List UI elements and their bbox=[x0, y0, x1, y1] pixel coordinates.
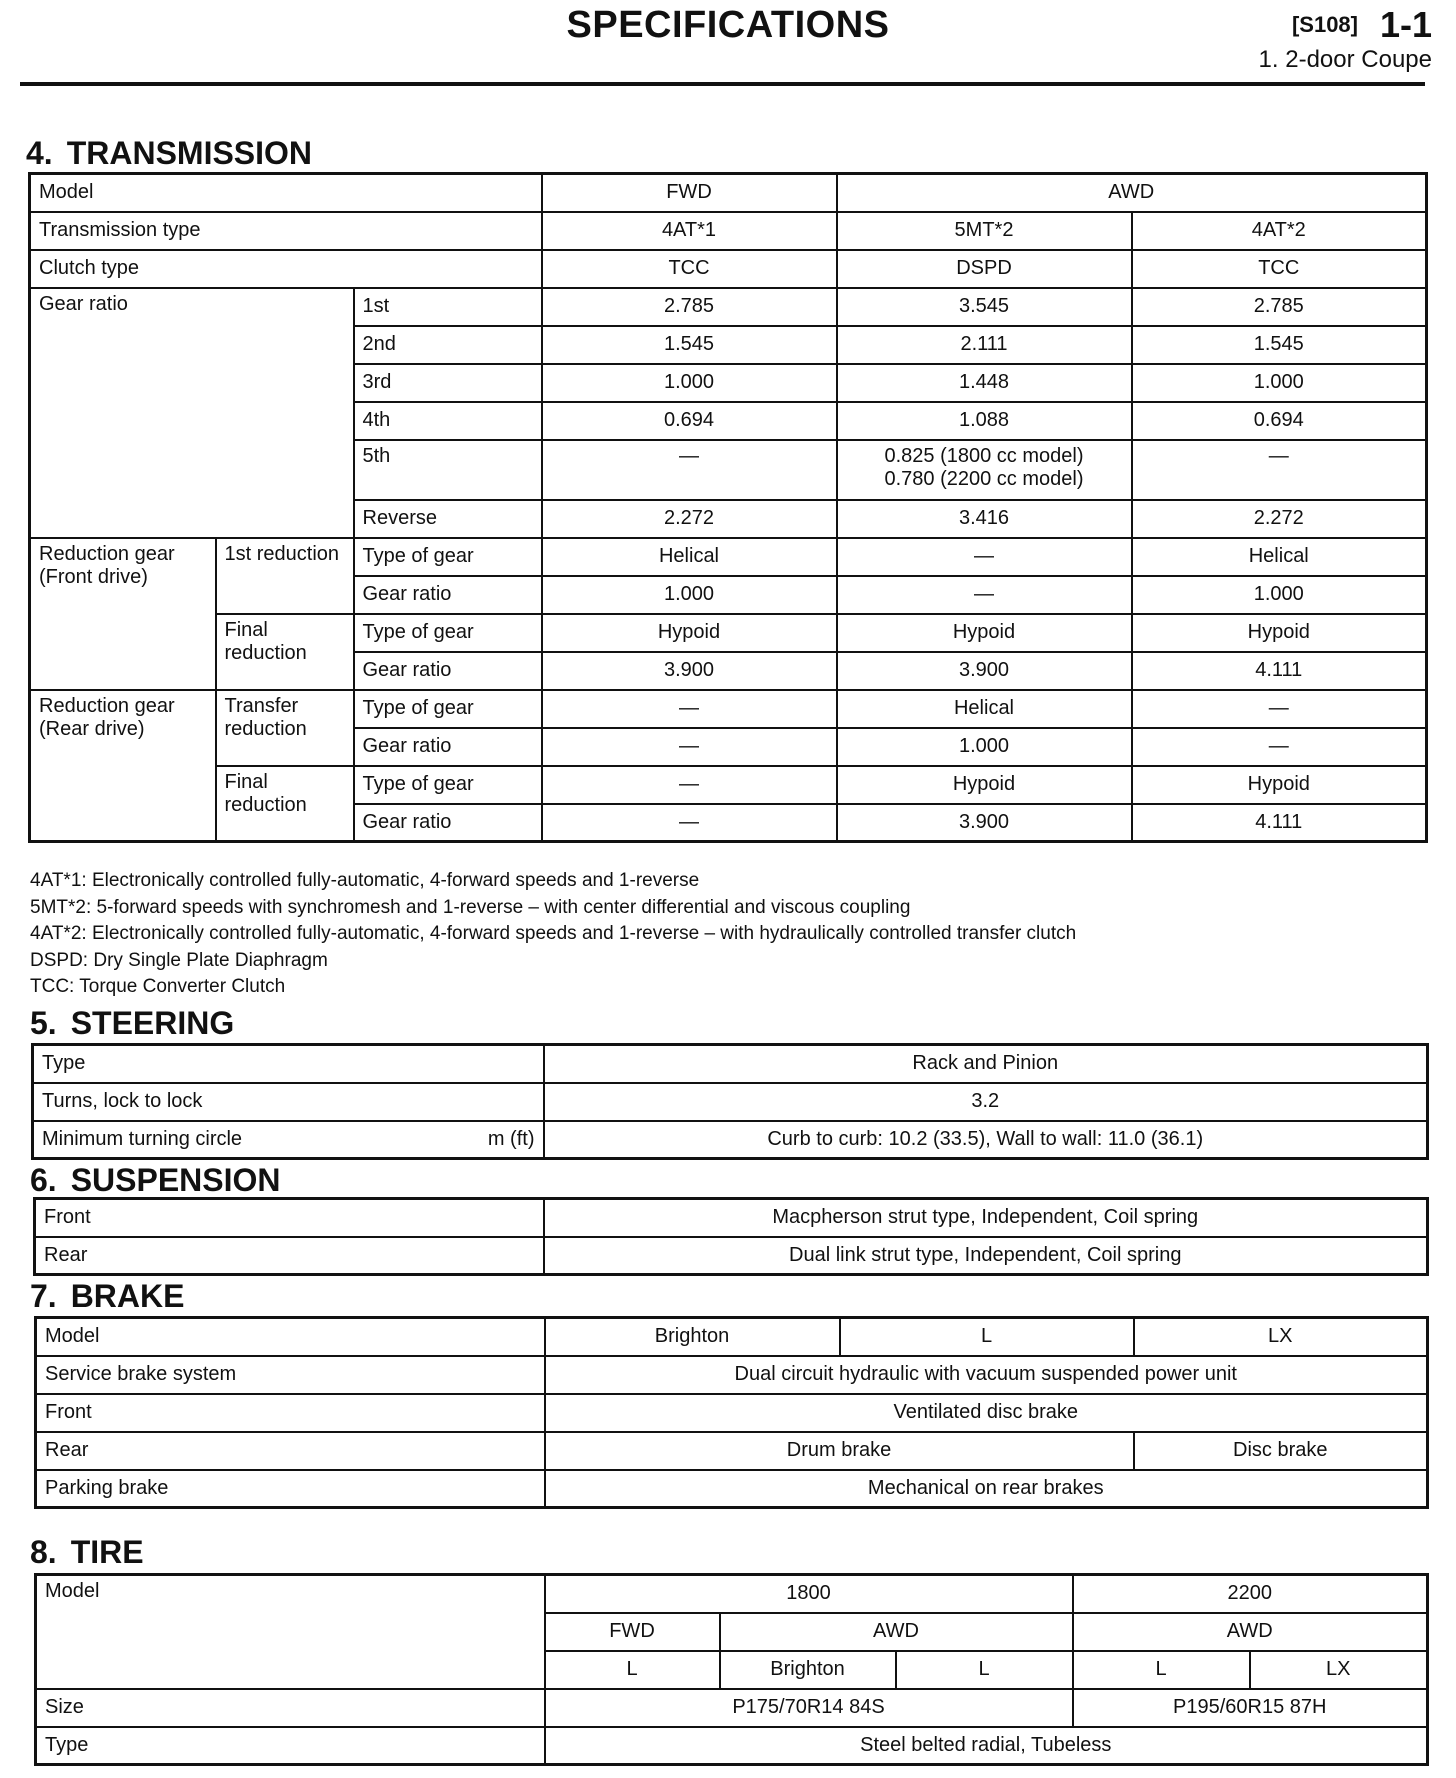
page-subtitle: 1. 2-door Coupe bbox=[1258, 46, 1432, 73]
brake-model-label: Model bbox=[36, 1318, 545, 1356]
table-row bbox=[30, 538, 1427, 576]
brake-model: L bbox=[840, 1318, 1134, 1356]
steering-heading bbox=[30, 1005, 234, 1042]
cell: 3.900 bbox=[542, 652, 837, 690]
tire-size-1800: P175/70R14 84S bbox=[545, 1689, 1073, 1727]
table-row bbox=[33, 1121, 1428, 1159]
service-brake-value: Dual circuit hydraulic with vacuum suspended power unit bbox=[545, 1356, 1428, 1394]
tire-engine-2200: 2200 bbox=[1073, 1575, 1428, 1613]
table-row bbox=[30, 212, 1427, 250]
type-of-gear-label: Type of gear bbox=[354, 766, 542, 804]
table-row bbox=[35, 1199, 1428, 1237]
transmission-table bbox=[28, 172, 1428, 843]
tire-type-value: Steel belted radial, Tubeless bbox=[545, 1727, 1428, 1765]
first-reduction-label: 1st reduction bbox=[216, 538, 354, 614]
cell: 5MT*2 bbox=[837, 212, 1132, 250]
cell: 4.111 bbox=[1132, 804, 1427, 842]
suspension-rear-value: Dual link strut type, Independent, Coil spring bbox=[544, 1237, 1428, 1275]
brake-model: Brighton bbox=[545, 1318, 840, 1356]
tire-drive: AWD bbox=[1073, 1613, 1428, 1651]
brake-rear-value-drum: Drum brake bbox=[545, 1432, 1134, 1470]
tire-type-label: Type bbox=[36, 1727, 545, 1765]
gear-label: Reverse bbox=[354, 500, 542, 538]
table-row bbox=[36, 1575, 1428, 1613]
type-of-gear-label: Type of gear bbox=[354, 538, 542, 576]
footnote: DSPD: Dry Single Plate Diaphragm bbox=[30, 949, 328, 971]
suspension-front-value: Macpherson strut type, Independent, Coil spring bbox=[544, 1199, 1428, 1237]
brake-title: BRAKE bbox=[70, 1278, 185, 1314]
cell: 1.545 bbox=[542, 326, 837, 364]
transmission-type-label: Transmission type bbox=[30, 212, 542, 250]
suspension-number: 6. bbox=[30, 1162, 57, 1198]
brake-rear-label: Rear bbox=[36, 1432, 545, 1470]
table-row bbox=[36, 1470, 1428, 1508]
table-row bbox=[36, 1432, 1428, 1470]
model-awd: AWD bbox=[837, 174, 1427, 212]
page-title: SPECIFICATIONS bbox=[566, 4, 890, 46]
cell: Helical bbox=[837, 690, 1132, 728]
transmission-heading bbox=[26, 135, 312, 172]
type-of-gear-label: Type of gear bbox=[354, 614, 542, 652]
steering-title: STEERING bbox=[70, 1005, 235, 1041]
suspension-heading bbox=[30, 1162, 281, 1199]
turning-circle-label: Minimum turning circle bbox=[42, 1127, 243, 1150]
cell: 2.272 bbox=[542, 500, 837, 538]
cell: 3.900 bbox=[837, 804, 1132, 842]
reduction-front-label: Reduction gear (Front drive) bbox=[30, 538, 216, 690]
tire-grade: L bbox=[545, 1651, 720, 1689]
cell: — bbox=[837, 576, 1132, 614]
table-row bbox=[35, 1237, 1428, 1275]
footnote: TCC: Torque Converter Clutch bbox=[30, 976, 286, 997]
table-row bbox=[30, 690, 1427, 728]
tire-title: TIRE bbox=[70, 1534, 144, 1570]
suspension-table bbox=[33, 1197, 1429, 1276]
cell: — bbox=[1132, 440, 1427, 500]
tire-grade: L bbox=[1073, 1651, 1250, 1689]
cell: 4AT*2 bbox=[1132, 212, 1427, 250]
transfer-reduction-label: Transfer reduction bbox=[216, 690, 354, 766]
cell: 0.694 bbox=[542, 402, 837, 440]
cell: Helical bbox=[542, 538, 837, 576]
gear-ratio-sub-label: Gear ratio bbox=[354, 652, 542, 690]
cell: 3.900 bbox=[837, 652, 1132, 690]
tire-grade: LX bbox=[1250, 1651, 1428, 1689]
tire-heading bbox=[30, 1534, 144, 1571]
suspension-front-label: Front bbox=[35, 1199, 544, 1237]
transmission-title: TRANSMISSION bbox=[66, 135, 313, 171]
tire-drive: AWD bbox=[720, 1613, 1073, 1651]
clutch-type-label: Clutch type bbox=[30, 250, 542, 288]
gear-label: 3rd bbox=[354, 364, 542, 402]
gear-label: 5th bbox=[354, 440, 542, 500]
gear-ratio-sub-label: Gear ratio bbox=[354, 576, 542, 614]
cell: — bbox=[1132, 690, 1427, 728]
turning-circle-value: Curb to curb: 10.2 (33.5), Wall to wall: 11.0 (36.1) bbox=[544, 1121, 1428, 1159]
table-row bbox=[30, 174, 1427, 212]
turning-circle-label-cell bbox=[33, 1121, 544, 1159]
gear-label: 1st bbox=[354, 288, 542, 326]
cell: 1.448 bbox=[837, 364, 1132, 402]
cell: Hypoid bbox=[837, 766, 1132, 804]
page-number: 1-1 bbox=[1379, 4, 1432, 45]
cell: 1.000 bbox=[1132, 364, 1427, 402]
brake-table bbox=[34, 1316, 1429, 1509]
header-divider bbox=[20, 82, 1425, 86]
cell-line: 0.780 (2200 cc model) bbox=[884, 467, 1084, 490]
gear-ratio-sub-label: Gear ratio bbox=[354, 728, 542, 766]
tire-model-label: Model bbox=[36, 1575, 545, 1689]
cell: DSPD bbox=[837, 250, 1132, 288]
cell: 1.088 bbox=[837, 402, 1132, 440]
table-row bbox=[36, 1689, 1428, 1727]
footnote: 4AT*2: Electronically controlled fully-automatic, 4-forward speeds and 1-reverse – with hydraulically controlled transfer clutch bbox=[30, 923, 1077, 944]
turning-circle-unit: m (ft) bbox=[487, 1127, 535, 1150]
cell: 2.785 bbox=[1132, 288, 1427, 326]
model-fwd: FWD bbox=[542, 174, 837, 212]
tire-grade: L bbox=[896, 1651, 1073, 1689]
cell: Helical bbox=[1132, 538, 1427, 576]
brake-front-label: Front bbox=[36, 1394, 545, 1432]
cell: — bbox=[542, 728, 837, 766]
tire-size-2200: P195/60R15 87H bbox=[1073, 1689, 1428, 1727]
table-row bbox=[33, 1083, 1428, 1121]
steering-number: 5. bbox=[30, 1005, 57, 1041]
final-reduction-label: Final reduction bbox=[216, 614, 354, 690]
steering-table bbox=[31, 1043, 1429, 1160]
tire-drive: FWD bbox=[545, 1613, 720, 1651]
cell: 1.000 bbox=[1132, 576, 1427, 614]
cell: TCC bbox=[542, 250, 837, 288]
transmission-footnotes bbox=[30, 868, 1076, 1001]
cell: 3.416 bbox=[837, 500, 1132, 538]
cell: — bbox=[542, 440, 837, 500]
gear-label: 4th bbox=[354, 402, 542, 440]
cell: 4AT*1 bbox=[542, 212, 837, 250]
table-row bbox=[33, 1045, 1428, 1083]
cell: Hypoid bbox=[542, 614, 837, 652]
suspension-title: SUSPENSION bbox=[70, 1162, 281, 1198]
table-row bbox=[30, 288, 1427, 326]
cell: 4.111 bbox=[1132, 652, 1427, 690]
reduction-rear-label: Reduction gear (Rear drive) bbox=[30, 690, 216, 842]
cell: 1.000 bbox=[542, 364, 837, 402]
model-label: Model bbox=[30, 174, 542, 212]
cell: 3.545 bbox=[837, 288, 1132, 326]
cell-line: 0.825 (1800 cc model) bbox=[884, 444, 1084, 467]
parking-brake-value: Mechanical on rear brakes bbox=[545, 1470, 1428, 1508]
tire-table bbox=[34, 1573, 1429, 1766]
brake-front-value: Ventilated disc brake bbox=[545, 1394, 1428, 1432]
transmission-number: 4. bbox=[26, 135, 53, 171]
suspension-rear-label: Rear bbox=[35, 1237, 544, 1275]
tire-grade: Brighton bbox=[720, 1651, 896, 1689]
table-row bbox=[30, 250, 1427, 288]
table-row bbox=[36, 1356, 1428, 1394]
cell: — bbox=[542, 766, 837, 804]
cell: Hypoid bbox=[1132, 614, 1427, 652]
turns-value: 3.2 bbox=[544, 1083, 1428, 1121]
table-row bbox=[36, 1318, 1428, 1356]
cell: Hypoid bbox=[1132, 766, 1427, 804]
cell: 1.000 bbox=[542, 576, 837, 614]
type-of-gear-label: Type of gear bbox=[354, 690, 542, 728]
gear-ratio-label: Gear ratio bbox=[30, 288, 354, 538]
cell: — bbox=[1132, 728, 1427, 766]
tire-size-label: Size bbox=[36, 1689, 545, 1727]
final-reduction-label: Final reduction bbox=[216, 766, 354, 842]
parking-brake-label: Parking brake bbox=[36, 1470, 545, 1508]
cell: Hypoid bbox=[837, 614, 1132, 652]
tire-number: 8. bbox=[30, 1534, 57, 1570]
table-row bbox=[30, 766, 1427, 804]
footnote: 4AT*1: Electronically controlled fully-automatic, 4-forward speeds and 1-reverse bbox=[30, 870, 700, 891]
cell: — bbox=[837, 538, 1132, 576]
table-row bbox=[30, 614, 1427, 652]
section-code: [S108] bbox=[1291, 12, 1358, 37]
cell: 2.272 bbox=[1132, 500, 1427, 538]
cell: TCC bbox=[1132, 250, 1427, 288]
brake-heading bbox=[30, 1278, 184, 1315]
cell: — bbox=[542, 804, 837, 842]
fifth-gear-5mt bbox=[837, 440, 1132, 500]
cell: 2.111 bbox=[837, 326, 1132, 364]
cell: 2.785 bbox=[542, 288, 837, 326]
brake-number: 7. bbox=[30, 1278, 57, 1314]
table-row bbox=[36, 1727, 1428, 1765]
steering-type-label: Type bbox=[33, 1045, 544, 1083]
service-brake-label: Service brake system bbox=[36, 1356, 545, 1394]
brake-rear-value-disc: Disc brake bbox=[1134, 1432, 1428, 1470]
cell: 1.545 bbox=[1132, 326, 1427, 364]
cell: — bbox=[542, 690, 837, 728]
steering-type-value: Rack and Pinion bbox=[544, 1045, 1428, 1083]
turns-label: Turns, lock to lock bbox=[33, 1083, 544, 1121]
gear-ratio-sub-label: Gear ratio bbox=[354, 804, 542, 842]
footnote: 5MT*2: 5-forward speeds with synchromesh and 1-reverse – with center differential and viscous coupling bbox=[30, 896, 911, 918]
gear-label: 2nd bbox=[354, 326, 542, 364]
brake-model: LX bbox=[1134, 1318, 1428, 1356]
table-row bbox=[36, 1394, 1428, 1432]
tire-engine-1800: 1800 bbox=[545, 1575, 1073, 1613]
cell: 1.000 bbox=[837, 728, 1132, 766]
cell: 0.694 bbox=[1132, 402, 1427, 440]
